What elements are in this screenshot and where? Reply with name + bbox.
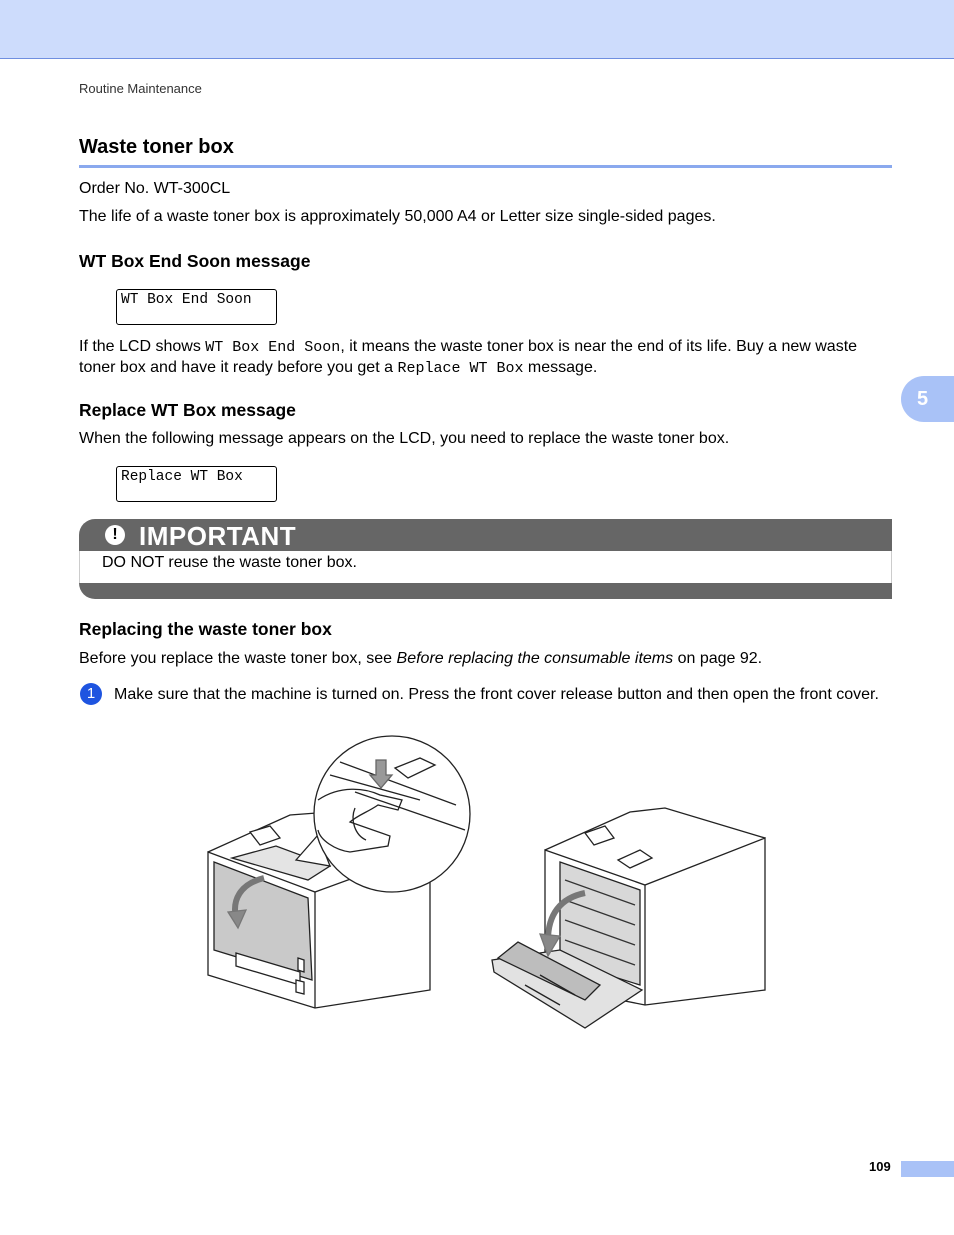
lcd-code-inline: Replace WT Box	[397, 360, 524, 377]
life-text: The life of a waste toner box is approximately 50,000 A4 or Letter size single-sided pages.	[79, 208, 716, 225]
zoom-detail-image	[296, 736, 470, 892]
lcd-wt-end-soon: WT Box End Soon	[116, 289, 277, 325]
page-number: 109	[869, 1159, 891, 1174]
lcd-replace-wt: Replace WT Box	[116, 466, 277, 502]
important-body	[79, 551, 892, 583]
section-title: Waste toner box	[79, 136, 234, 158]
text-span: If the LCD shows	[79, 338, 206, 355]
page-number-bar	[901, 1161, 954, 1177]
text-span: message.	[523, 359, 598, 376]
exclamation-icon: !	[105, 525, 125, 545]
printer-closed-image	[208, 812, 430, 1008]
replace-wt-text: When the following message appears on the LCD, you need to replace the waste toner box.	[79, 430, 730, 447]
text-span: Before you replace the waste toner box, see	[79, 650, 397, 667]
important-box	[79, 519, 892, 599]
lcd-code-inline: WT Box End Soon	[205, 339, 341, 356]
running-head: Routine Maintenance	[79, 81, 202, 96]
important-header	[79, 519, 892, 551]
text-span: on page 92.	[673, 650, 763, 667]
chapter-tab: 5	[901, 376, 954, 422]
step-text: Make sure that the machine is turned on. Press the front cover release button and then open the front cover.	[114, 686, 879, 703]
important-text: DO NOT reuse the waste toner box.	[102, 554, 357, 571]
order-number: Order No. WT-300CL	[79, 180, 231, 197]
text-span: , it means the waste toner box is near the end of its life. Buy a new waste toner box and have it ready before you get a	[79, 338, 858, 376]
top-band	[0, 0, 954, 59]
title-rule	[79, 165, 892, 168]
wt-end-soon-paragraph	[79, 337, 892, 379]
step-number-badge: 1	[80, 683, 102, 705]
cross-reference: Before replacing the consumable items	[396, 650, 674, 667]
replacing-heading: Replacing the waste toner box	[79, 619, 332, 639]
important-footer	[79, 583, 892, 599]
replacing-intro	[79, 649, 892, 669]
replace-wt-heading: Replace WT Box message	[79, 400, 296, 420]
wt-end-soon-heading: WT Box End Soon message	[79, 251, 311, 271]
important-title: IMPORTANT	[139, 521, 297, 551]
printer-open-image	[492, 808, 765, 1028]
